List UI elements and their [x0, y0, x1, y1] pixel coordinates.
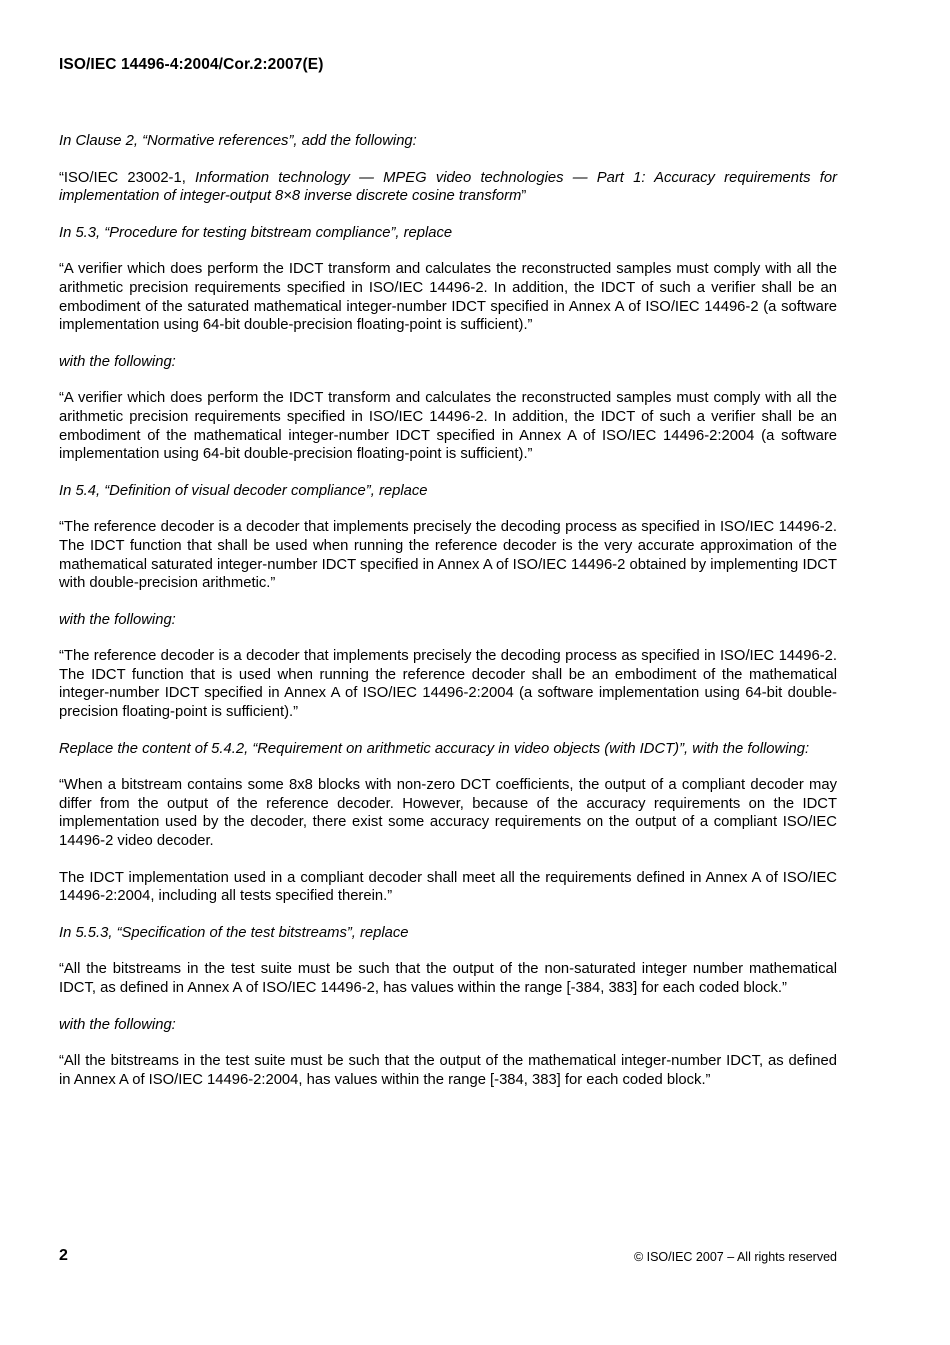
with-following-1: with the following:: [59, 353, 176, 370]
reference-entry: [59, 169, 837, 206]
instruction-5-4: In 5.4, “Definition of visual decoder compliance”, replace: [59, 482, 428, 499]
page-number: 2: [59, 1247, 68, 1264]
quote-5-3-old: “A verifier which does perform the IDCT transform and calculates the reconstructed samples must comply with all the arithmetic precision requirements specified in ISO/IEC 14496-2. In addition, the IDCT of such a verifier shall be an embodiment of the saturated mathematical integer-number IDCT specified in Annex A of ISO/IEC 14496-2 (a software implementation using 64-bit double-precision floating-point is sufficient).”: [59, 261, 837, 334]
document-header: ISO/IEC 14496-4:2004/Cor.2:2007(E): [59, 56, 324, 73]
instruction-5-5-3: In 5.5.3, “Specification of the test bitstreams”, replace: [59, 924, 409, 941]
copyright-notice: © ISO/IEC 2007 – All rights reserved: [633, 1250, 837, 1264]
quote-5-4-2-part2: The IDCT implementation used in a compliant decoder shall meet all the requirements defined in Annex A of ISO/IEC 14496-2:2004, including all tests specified therein.”: [59, 869, 837, 905]
quote-5-5-3-old: “All the bitstreams in the test suite must be such that the output of the non-saturated integer number mathematical IDCT, as defined in Annex A of ISO/IEC 14496-2, has values within the range [-384, 383] for each coded block.”: [59, 961, 837, 996]
quote-5-5-3-new: “All the bitstreams in the test suite must be such that the output of the mathematical integer-number IDCT, as defined in Annex A of ISO/IEC 14496-2:2004, has values within the range [-384, 383] for each coded block.”: [59, 1053, 837, 1088]
quote-5-4-old: “The reference decoder is a decoder that implements precisely the decoding process as specified in ISO/IEC 14496-2. The IDCT function that shall be used when running the reference decoder is the very accurate approximation of the mathematical saturated integer-number IDCT specified in Annex A of ISO/IEC 14496-2 obtained by implementing IDCT with double-precision arithmetic.”: [59, 519, 837, 592]
instruction-5-3: In 5.3, “Procedure for testing bitstream compliance”, replace: [59, 224, 453, 241]
instruction-clause-2: In Clause 2, “Normative references”, add the following:: [59, 133, 417, 149]
quote-5-4-2-part1: “When a bitstream contains some 8x8 blocks with non-zero DCT coefficients, the output of a compliant decoder may differ from the output of the reference decoder. However, because of the accuracy requirements on the IDCT implementation used by the decoder, there exist some accuracy requirements on the output of a compliant ISO/IEC 14496-2 video decoder.: [59, 777, 837, 850]
reference-title: Information technology — MPEG video technologies — Part 1: Accuracy requirements for implementation of integer-output 8×8 inverse discrete cosine transform: [59, 169, 837, 205]
reference-lead: “ISO/IEC 23002-1,: [59, 169, 196, 186]
with-following-3: with the following:: [59, 1016, 176, 1033]
with-following-2: with the following:: [59, 611, 176, 628]
quote-5-3-new: “A verifier which does perform the IDCT transform and calculates the reconstructed samples must comply with all the arithmetic precision requirements specified in ISO/IEC 14496-2. In addition, the IDCT of such a verifier shall be an embodiment of the mathematical integer-number IDCT specified in Annex A of ISO/IEC 14496-2:2004 (a software implementation using 64-bit double-precision floating-point is sufficient).”: [59, 390, 837, 463]
quote-5-4-new: “The reference decoder is a decoder that implements precisely the decoding process as specified in ISO/IEC 14496-2. The IDCT function that is used when running the reference decoder shall be an embodiment of the mathematical integer-number IDCT specified in Annex A of ISO/IEC 14496-2:2004 (a software implementation using 64-bit double-precision floating-point is sufficient).”: [59, 648, 837, 721]
instruction-5-4-2: Replace the content of 5.4.2, “Requirement on arithmetic accuracy in video objects (with IDCT)”, with the following:: [59, 740, 810, 757]
reference-tail: ”: [521, 188, 527, 205]
document-body: [59, 132, 837, 1107]
